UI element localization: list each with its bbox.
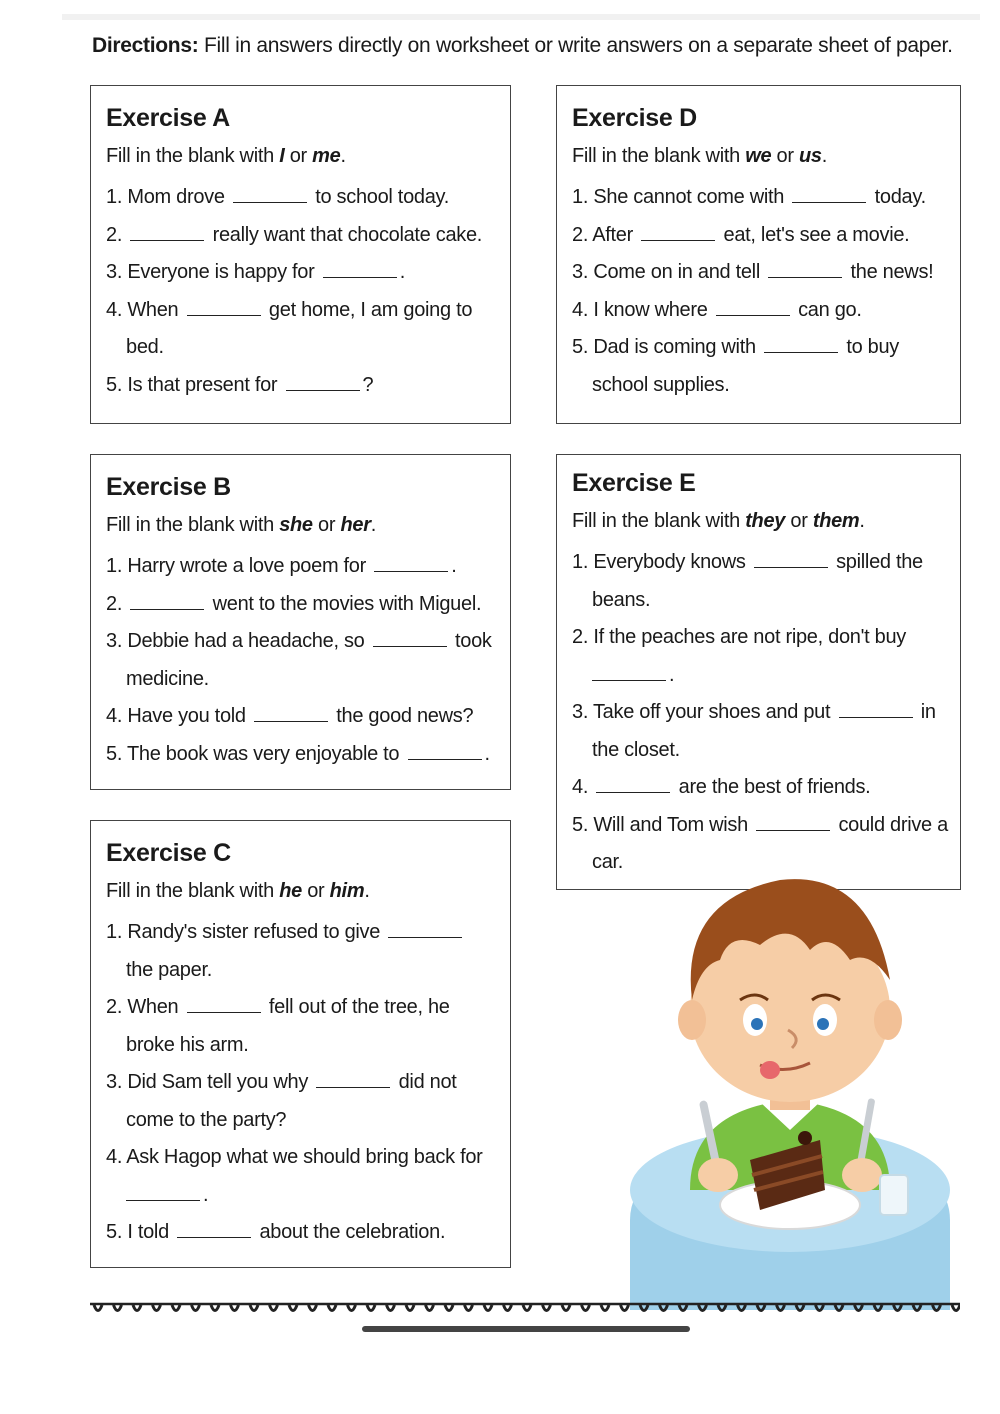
border-squiggle — [913, 1305, 921, 1311]
right-ear — [874, 1000, 902, 1040]
answer-blank[interactable] — [126, 1186, 200, 1201]
exercise-d-box — [556, 85, 961, 424]
question-item-continuation: come to the party? — [126, 1108, 287, 1131]
exercise-title: Exercise C — [106, 839, 231, 867]
border-squiggle — [426, 1305, 434, 1311]
question-item-continuation: medicine. — [126, 667, 209, 690]
border-squiggle — [348, 1305, 356, 1311]
answer-blank[interactable] — [764, 338, 838, 353]
border-squiggle — [835, 1305, 843, 1311]
question-item: 4. Have you told the good news? — [106, 705, 474, 727]
question-item-continuation: the closet. — [592, 738, 680, 761]
answer-blank[interactable] — [768, 263, 842, 278]
exercise-title: Exercise E — [572, 469, 696, 497]
question-item: 5. Dad is coming with to buy — [572, 336, 899, 358]
border-squiggle — [270, 1305, 278, 1311]
question-item-continuation: . — [572, 657, 960, 695]
answer-blank[interactable] — [323, 263, 397, 278]
exercise-a-box — [90, 85, 511, 424]
question-item: 4. are the best of friends. — [572, 776, 871, 798]
exercise-c-box — [90, 820, 511, 1268]
answer-blank[interactable] — [177, 1223, 251, 1238]
right-pupil — [817, 1018, 829, 1030]
question-item-continuation: bed. — [126, 336, 164, 358]
border-squiggle — [94, 1305, 102, 1311]
border-squiggle — [933, 1305, 941, 1311]
border-squiggle — [172, 1305, 180, 1311]
question-item: 5. Will and Tom wish could drive a — [572, 813, 948, 836]
question-item: 1. Randy's sister refused to give — [106, 914, 510, 952]
question-item-continuation: beans. — [592, 588, 651, 611]
answer-blank[interactable] — [408, 745, 482, 760]
border-squiggle — [211, 1305, 219, 1311]
exercise-b-box — [90, 454, 511, 790]
question-item: 4. Ask Hagop what we should bring back for — [106, 1146, 483, 1168]
border-squiggle — [699, 1305, 707, 1311]
question-item: 3. Did Sam tell you why did not — [106, 1071, 457, 1093]
right-hand — [842, 1158, 882, 1192]
exercise-instruction: Fill in the blank with we or us. — [572, 145, 827, 167]
answer-blank[interactable] — [316, 1073, 390, 1088]
left-ear — [678, 1000, 706, 1040]
answer-blank[interactable] — [792, 188, 866, 203]
tongue — [760, 1061, 780, 1079]
question-item-continuation: car. — [592, 851, 624, 873]
border-squiggle — [718, 1305, 726, 1311]
exercise-instruction: Fill in the blank with he or him. — [106, 880, 370, 902]
left-hand — [698, 1158, 738, 1192]
directions — [92, 34, 953, 58]
border-squiggle — [621, 1305, 629, 1311]
top-divider — [62, 14, 980, 20]
question-item: 1. She cannot come with today. — [572, 186, 926, 208]
border-squiggle — [894, 1305, 902, 1311]
directions-label: Directions: — [92, 34, 199, 57]
question-item: 2. went to the movies with Miguel. — [106, 592, 482, 615]
exercise-instruction: Fill in the blank with they or them. — [572, 510, 865, 532]
answer-blank[interactable] — [754, 553, 828, 568]
answer-blank[interactable] — [374, 557, 448, 572]
directions-text: Fill in answers directly on worksheet or write answers on a separate sheet of paper. — [203, 34, 953, 57]
border-squiggle — [133, 1305, 141, 1311]
border-squiggle — [367, 1305, 375, 1311]
answer-blank[interactable] — [373, 632, 447, 647]
question-item-continuation: . — [106, 1177, 510, 1215]
boy-eating-cake-illustration — [610, 860, 970, 1310]
border-squiggle — [952, 1305, 960, 1311]
question-item: 5. The book was very enjoyable to . — [106, 742, 490, 765]
answer-blank[interactable] — [388, 923, 462, 938]
border-squiggle — [309, 1305, 317, 1311]
exercise-title: Exercise D — [572, 104, 697, 132]
border-squiggle — [582, 1305, 590, 1311]
glass — [880, 1175, 908, 1215]
border-squiggle — [601, 1305, 609, 1311]
question-item: 1. Harry wrote a love poem for . — [106, 555, 457, 577]
border-squiggle — [679, 1305, 687, 1311]
left-pupil — [751, 1018, 763, 1030]
border-squiggle — [796, 1305, 804, 1311]
border-squiggle — [465, 1305, 473, 1311]
answer-blank[interactable] — [839, 703, 913, 718]
exercise-e-box — [556, 454, 961, 890]
exercise-title: Exercise A — [106, 104, 230, 132]
border-squiggle — [562, 1305, 570, 1311]
question-item: 2. If the peaches are not ripe, don't buy — [572, 626, 906, 648]
border-squiggle — [328, 1305, 336, 1311]
border-squiggle — [153, 1305, 161, 1311]
answer-blank[interactable] — [592, 666, 666, 681]
question-item-continuation: the paper. — [126, 958, 212, 981]
border-squiggle — [855, 1305, 863, 1311]
border-squiggle — [387, 1305, 395, 1311]
exercise-title: Exercise B — [106, 473, 231, 501]
border-squiggle — [445, 1305, 453, 1311]
bottom-bar — [362, 1326, 690, 1332]
question-item: 3. Take off your shoes and put in — [572, 701, 936, 723]
border-squiggle — [504, 1305, 512, 1311]
answer-blank[interactable] — [233, 188, 307, 203]
question-item-continuation: school supplies. — [592, 373, 730, 396]
question-item: 3. Debbie had a headache, so took — [106, 630, 492, 652]
question-item: 4. I know where can go. — [572, 298, 862, 321]
answer-blank[interactable] — [254, 707, 328, 722]
border-squiggle — [406, 1305, 414, 1311]
border-squiggle — [484, 1305, 492, 1311]
border-squiggle — [660, 1305, 668, 1311]
cake-cherry — [798, 1131, 812, 1145]
decorative-bottom-border — [90, 1300, 960, 1320]
exercise-instruction: Fill in the blank with I or me. — [106, 145, 346, 167]
answer-blank[interactable] — [286, 376, 360, 391]
question-item: 2. After eat, let's see a movie. — [572, 223, 910, 246]
border-squiggle — [192, 1305, 200, 1311]
answer-blank[interactable] — [641, 226, 715, 241]
question-item: 3. Come on in and tell the news! — [572, 261, 934, 283]
question-item: 1. Mom drove to school today. — [106, 186, 450, 208]
question-item: 2. When fell out of the tree, he — [106, 996, 450, 1018]
border-squiggle — [289, 1305, 297, 1311]
question-item: 5. I told about the celebration. — [106, 1221, 446, 1243]
border-squiggle — [523, 1305, 531, 1311]
question-item: 3. Everyone is happy for . — [106, 261, 406, 283]
question-item-continuation: broke his arm. — [126, 1033, 249, 1056]
border-squiggle — [640, 1305, 648, 1311]
answer-blank[interactable] — [756, 816, 830, 831]
question-item: 1. Everybody knows spilled the — [572, 551, 923, 573]
border-squiggle — [816, 1305, 824, 1311]
answer-blank[interactable] — [716, 301, 790, 316]
border-squiggle — [757, 1305, 765, 1311]
border-squiggle — [231, 1305, 239, 1311]
border-squiggle — [543, 1305, 551, 1311]
answer-blank[interactable] — [187, 998, 261, 1013]
answer-blank[interactable] — [130, 595, 204, 610]
border-squiggle — [738, 1305, 746, 1311]
question-item: 4. When get home, I am going to — [106, 298, 473, 321]
question-item: 2. really want that chocolate cake. — [106, 223, 483, 246]
answer-blank[interactable] — [130, 226, 204, 241]
border-squiggle — [250, 1305, 258, 1311]
border-squiggle — [777, 1305, 785, 1311]
question-item: 5. Is that present for ? — [106, 373, 374, 396]
answer-blank[interactable] — [187, 301, 261, 316]
border-squiggle — [114, 1305, 122, 1311]
exercise-instruction: Fill in the blank with she or her. — [106, 514, 376, 536]
border-squiggle — [874, 1305, 882, 1311]
answer-blank[interactable] — [596, 778, 670, 793]
